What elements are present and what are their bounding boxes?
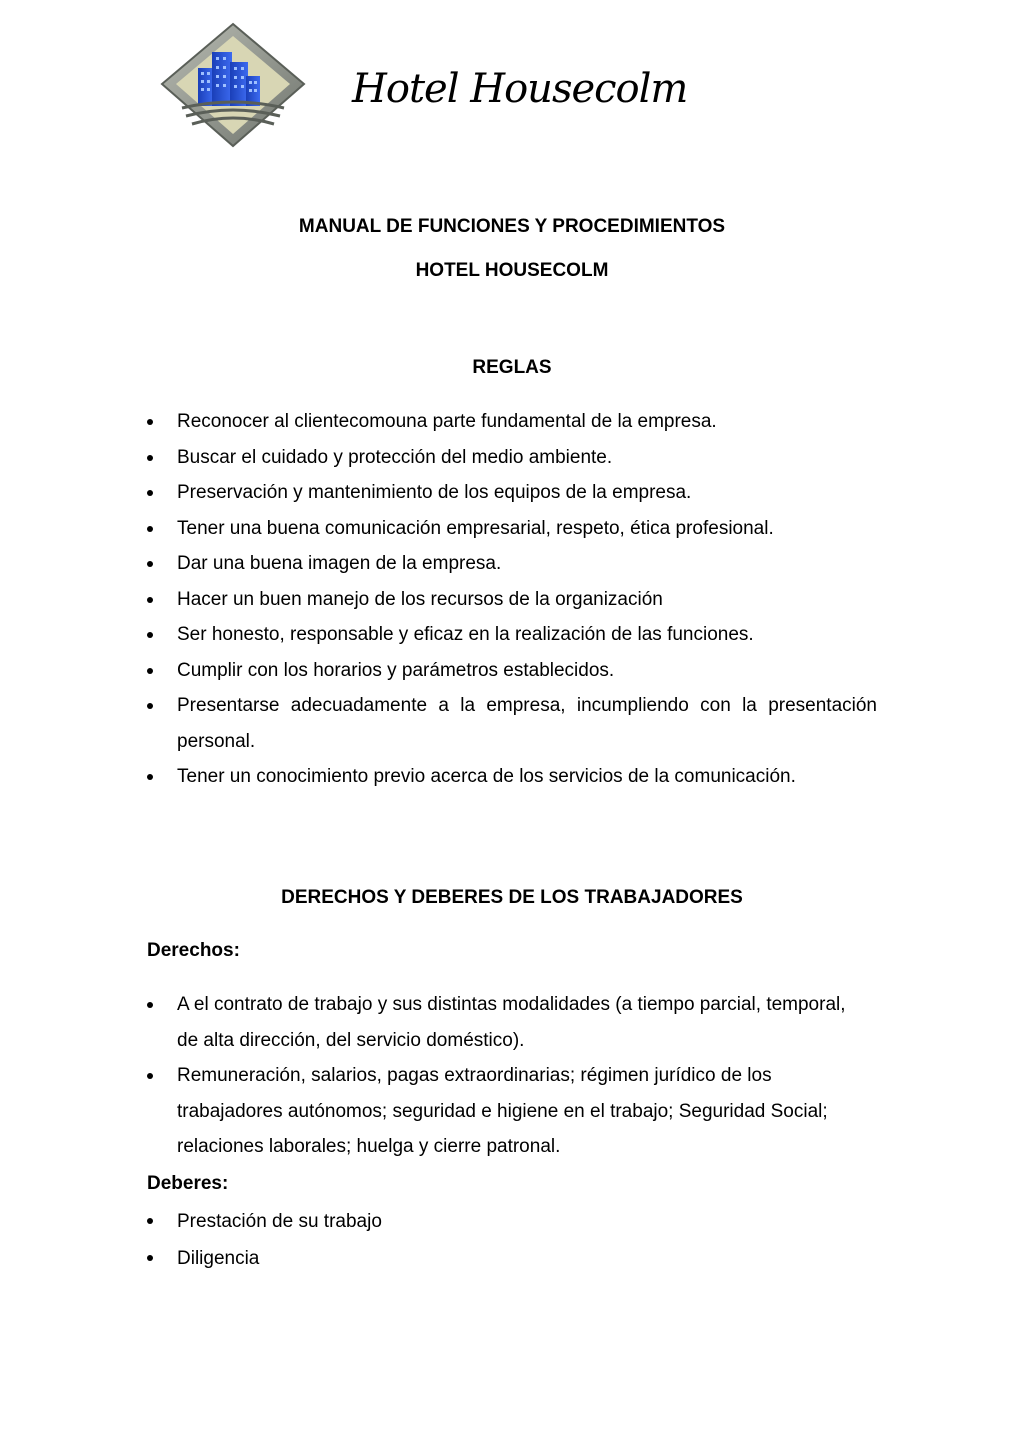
list-item: Ser honesto, responsable y eficaz en la realización de las funciones.	[147, 617, 877, 653]
bullet-icon	[147, 1255, 153, 1261]
bullet-icon	[147, 597, 153, 603]
bullet-icon	[147, 455, 153, 461]
deberes-label: Deberes:	[147, 1173, 229, 1194]
bullet-icon	[147, 774, 153, 780]
list-item: Remuneración, salarios, pagas extraordinarias; régimen jurídico de los trabajadores autónomos; seguridad e higiene en el trabajo; Seguridad Social; relaciones laborales; huelga y cierre patronal.	[147, 1058, 847, 1165]
derechos-list	[147, 987, 847, 1165]
hotel-brand-name: Hotel Housecolm	[352, 66, 688, 112]
list-item: Prestación de su trabajo	[147, 1203, 877, 1240]
list-item: Reconocer al clientecomouna parte fundamental de la empresa.	[147, 404, 877, 440]
bullet-icon	[147, 526, 153, 532]
hotel-logo-icon	[160, 22, 306, 148]
derechos-deberes-heading: DERECHOS Y DEBERES DE LOS TRABAJADORES	[281, 887, 743, 908]
deberes-list	[147, 1203, 877, 1277]
derechos-label: Derechos:	[147, 940, 240, 961]
document-title: MANUAL DE FUNCIONES Y PROCEDIMIENTOS	[298, 216, 726, 237]
list-item: A el contrato de trabajo y sus distintas modalidades (a tiempo parcial, temporal, de alta dirección, del servicio doméstico).	[147, 987, 847, 1058]
list-item: Hacer un buen manejo de los recursos de la organización	[147, 582, 877, 618]
list-item: Dar una buena imagen de la empresa.	[147, 546, 877, 582]
bullet-icon	[147, 1002, 153, 1008]
bullet-icon	[147, 668, 153, 674]
bullet-icon	[147, 703, 153, 709]
list-item: Diligencia	[147, 1240, 877, 1277]
reglas-heading: REGLAS	[472, 357, 552, 378]
list-item: Preservación y mantenimiento de los equipos de la empresa.	[147, 475, 877, 511]
list-item: Tener un conocimiento previo acerca de los servicios de la comunicación.	[147, 759, 877, 795]
bullet-icon	[147, 561, 153, 567]
document-subtitle: HOTEL HOUSECOLM	[415, 260, 609, 281]
list-item: Tener una buena comunicación empresarial, respeto, ética profesional.	[147, 511, 877, 547]
list-item: Cumplir con los horarios y parámetros establecidos.	[147, 653, 877, 689]
bullet-icon	[147, 632, 153, 638]
bullet-icon	[147, 490, 153, 496]
list-item: Buscar el cuidado y protección del medio ambiente.	[147, 440, 877, 476]
bullet-icon	[147, 1073, 153, 1079]
bullet-icon	[147, 419, 153, 425]
list-item: Presentarse adecuadamente a la empresa, incumpliendo con la presentación personal.	[147, 688, 877, 759]
bullet-icon	[147, 1218, 153, 1224]
reglas-list	[147, 404, 877, 795]
